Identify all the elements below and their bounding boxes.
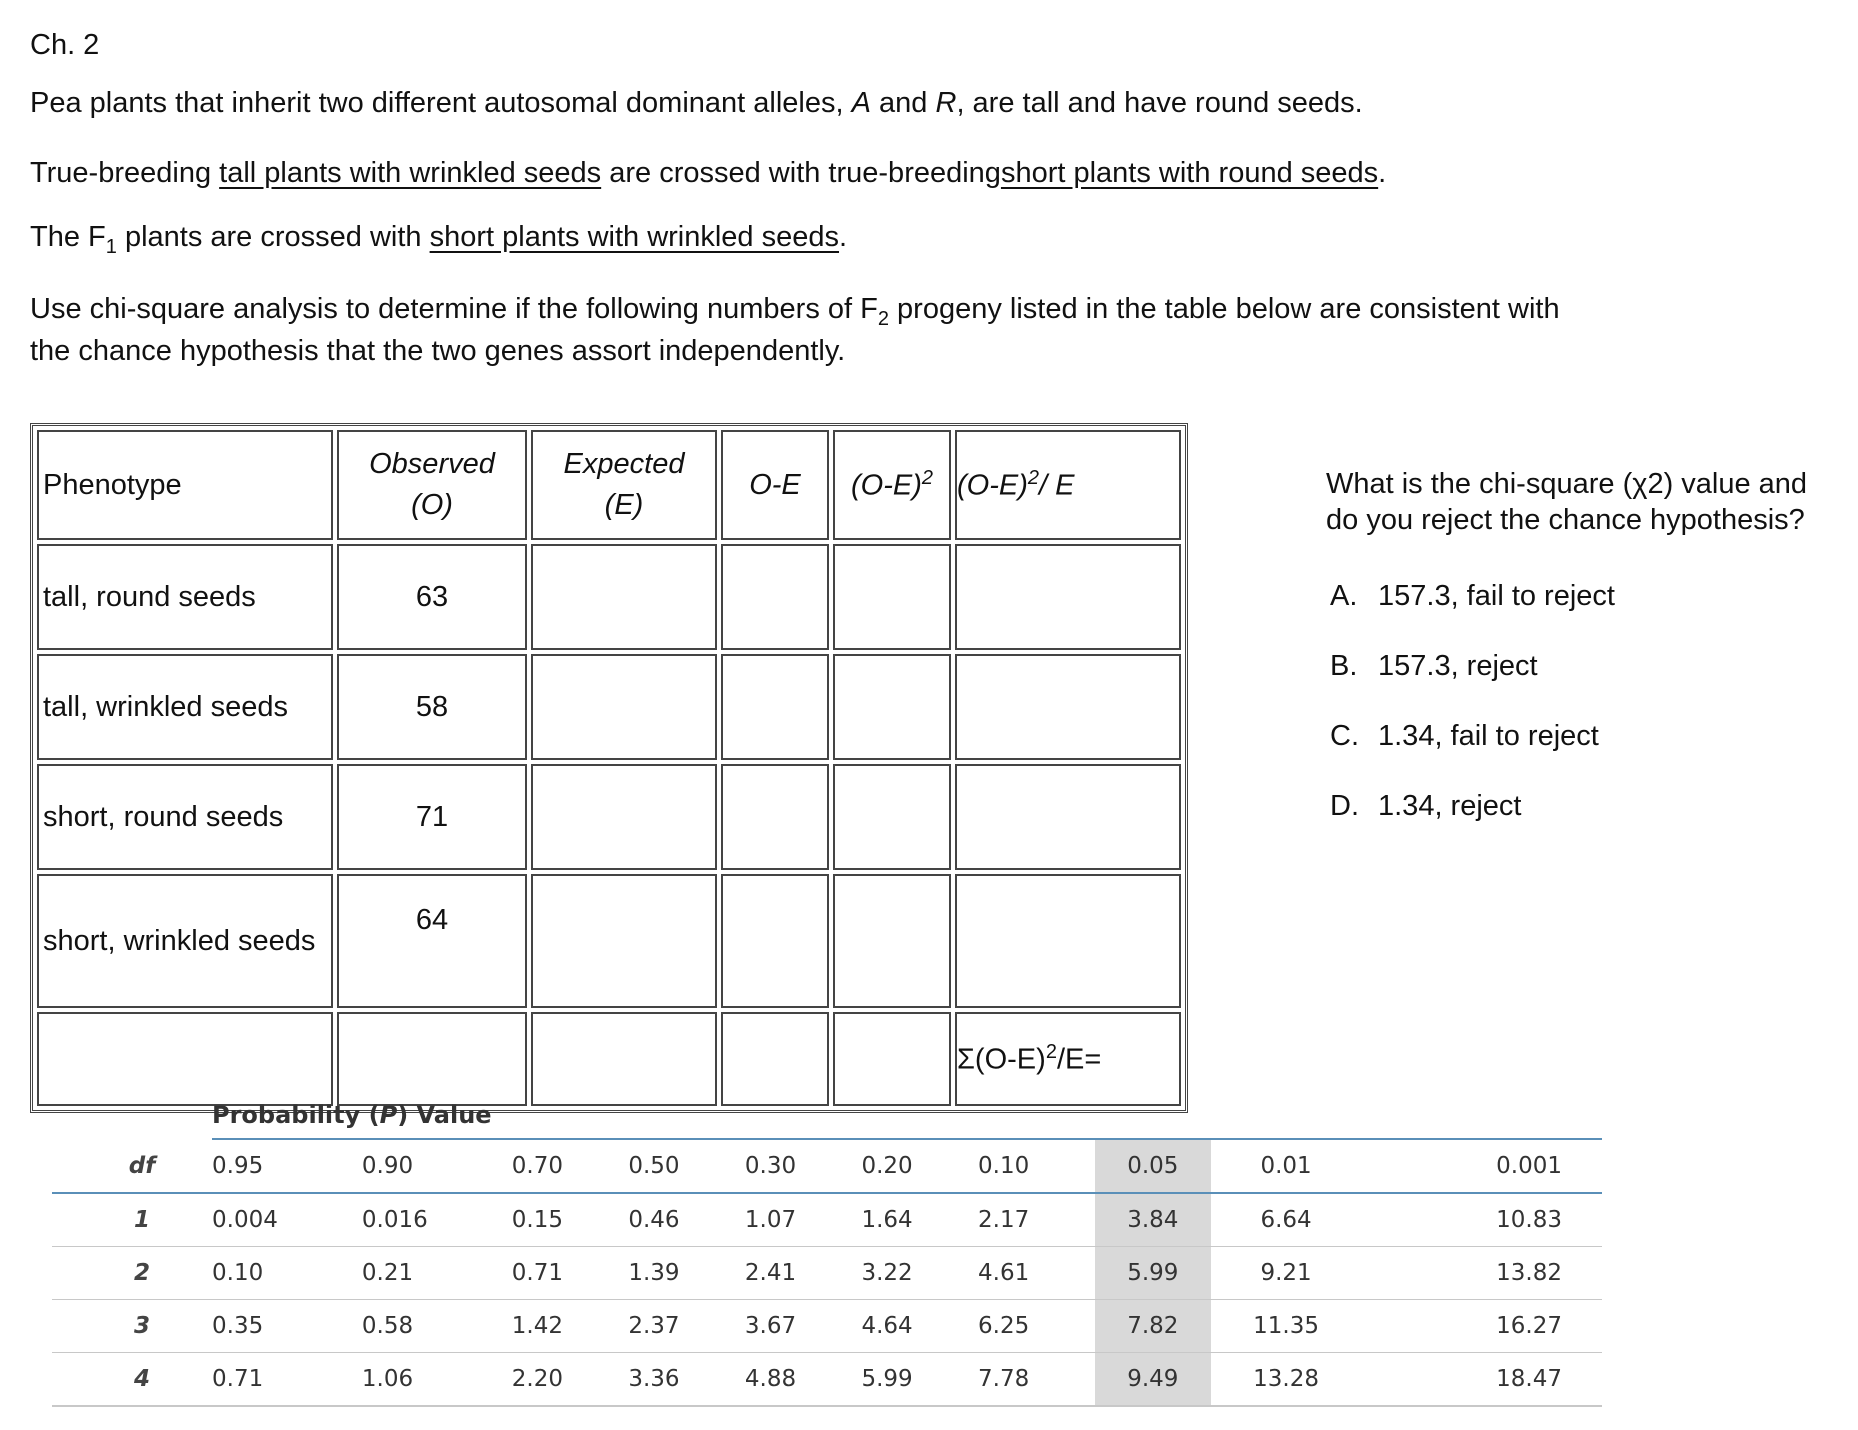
table-row [37,654,1181,760]
intro-line-2-end: . [1378,157,1387,189]
critical-value-cell: 16.27 [1361,1300,1602,1353]
sum-sup: 2 [1045,1041,1057,1064]
df-cell: 1 [52,1193,212,1247]
p-value-header-row [52,1139,1602,1193]
table-row [37,874,1181,1008]
p-value-header: 0.10 [978,1139,1095,1193]
critical-value-cell: 0.004 [212,1193,362,1247]
expected-cell[interactable] [531,874,717,1008]
header-observed-label: Observed [369,448,495,480]
p-value-header: 0.30 [745,1139,862,1193]
critical-value-cell-highlighted: 5.99 [1095,1247,1212,1300]
intro-line-3-end: . [839,221,848,253]
chi-term-cell[interactable] [955,874,1181,1008]
intro-line-5: the chance hypothesis that the two genes assort independently. [30,335,846,367]
question-line-1: What is the chi-square (χ2) value and [1326,468,1808,500]
critical-value-cell: 9.21 [1211,1247,1361,1300]
p-value-header: 0.01 [1211,1139,1361,1193]
sum-tail: /E= [1056,1043,1102,1076]
p-value-header: 0.90 [362,1139,512,1193]
expected-cell[interactable] [531,654,717,760]
header-o-minus-e: O-E [721,430,829,540]
phenotype-cell: short, round seeds [37,764,333,870]
chi-term-cell[interactable] [955,544,1181,650]
critical-value-cell: 5.99 [861,1353,978,1407]
intro-line-4-end: progeny listed in the table below are consistent with [897,293,1560,325]
p-value-header: 0.95 [212,1139,362,1193]
intro-line-3-text: The F [30,221,106,253]
critical-value-cell: 6.64 [1211,1193,1361,1247]
option-a[interactable] [1330,580,1615,613]
probability-title-b: ) Value [397,1101,492,1129]
critical-value-cell: 13.82 [1361,1247,1602,1300]
critical-value-cell: 0.21 [362,1247,512,1300]
p-value-header-highlighted: 0.05 [1095,1139,1212,1193]
probability-title [212,1092,1602,1139]
table-row [37,764,1181,870]
intro-line-2 [30,156,1386,191]
intro-line-4-text: Use chi-square analysis to determine if the following numbers of F [30,293,878,325]
critical-value-cell: 6.25 [978,1300,1095,1353]
o-minus-e-squared-cell[interactable] [833,764,951,870]
sum-base: Σ(O-E) [957,1043,1046,1076]
option-letter: D. [1330,790,1359,822]
critical-value-cell: 1.64 [861,1193,978,1247]
underlined-short-wrinkled: short plants with wrinkled seeds [429,221,840,253]
option-d[interactable] [1330,790,1521,823]
phenotype-cell: tall, wrinkled seeds [37,654,333,760]
p-value-header: 0.70 [512,1139,629,1193]
option-b[interactable] [1330,650,1538,683]
probability-title-row [52,1092,1602,1139]
o-minus-e-cell[interactable] [721,764,829,870]
critical-value-cell: 2.41 [745,1247,862,1300]
critical-value-cell: 0.71 [212,1353,362,1407]
critical-value-cell-highlighted: 3.84 [1095,1193,1212,1247]
f2-subscript: 2 [877,307,889,330]
critical-value-cell: 4.88 [745,1353,862,1407]
observed-cell: 71 [337,764,527,870]
critical-value-cell: 3.22 [861,1247,978,1300]
header-oe2-sup: 2 [921,467,933,490]
critical-value-cell: 0.15 [512,1193,629,1247]
chi-term-cell[interactable] [955,654,1181,760]
critical-value-cell: 3.67 [745,1300,862,1353]
p-value-header: 0.20 [861,1139,978,1193]
phenotype-cell: tall, round seeds [37,544,333,650]
critical-value-cell: 4.61 [978,1247,1095,1300]
table-row [52,1247,1602,1300]
chi-term-cell[interactable] [955,764,1181,870]
critical-value-cell-highlighted: 9.49 [1095,1353,1212,1407]
f1-subscript: 1 [105,235,117,258]
p-value-header: 0.001 [1361,1139,1602,1193]
probability-table [52,1092,1602,1407]
chi-square-table [30,423,1188,1113]
header-chi-sup: 2 [1027,467,1039,490]
p-value-header: 0.50 [628,1139,745,1193]
table-row [37,544,1181,650]
critical-value-cell: 1.07 [745,1193,862,1247]
question-line-2: do you reject the chance hypothesis? [1326,504,1805,536]
header-oe2-base: (O-E) [851,469,922,502]
critical-value-cell: 0.46 [628,1193,745,1247]
critical-value-cell: 2.37 [628,1300,745,1353]
option-letter: C. [1330,720,1359,752]
critical-value-cell: 0.71 [512,1247,629,1300]
probability-title-p: P [379,1101,398,1129]
observed-cell: 64 [337,874,527,1008]
critical-value-cell: 10.83 [1361,1193,1602,1247]
critical-value-cell: 11.35 [1211,1300,1361,1353]
o-minus-e-cell[interactable] [721,874,829,1008]
underlined-short-round: short plants with round seeds [1000,157,1379,189]
probability-title-a: Probability ( [212,1101,380,1129]
observed-cell: 63 [337,544,527,650]
option-c[interactable] [1330,720,1599,753]
observed-cell: 58 [337,654,527,760]
o-minus-e-cell[interactable] [721,544,829,650]
critical-value-cell: 1.06 [362,1353,512,1407]
intro-line-2-text: True-breeding [30,157,212,189]
intro-line-1-and: and [879,87,928,119]
underlined-tall-wrinkled: tall plants with wrinkled seeds [219,157,602,189]
option-text: 157.3, reject [1378,650,1538,682]
header-expected-label: Expected [563,448,685,480]
critical-value-cell: 0.35 [212,1300,362,1353]
intro-line-4 [30,292,1560,331]
critical-value-cell: 0.58 [362,1300,512,1353]
o-minus-e-cell[interactable] [721,654,829,760]
critical-value-cell: 2.20 [512,1353,629,1407]
option-text: 1.34, fail to reject [1378,720,1599,752]
option-text: 157.3, fail to reject [1378,580,1615,612]
critical-value-cell: 2.17 [978,1193,1095,1247]
table-row [52,1300,1602,1353]
option-letter: A. [1330,580,1358,612]
intro-line-2-mid: are crossed with true-breeding [609,157,1001,189]
header-chi-term [955,430,1181,540]
chapter-label: Ch. 2 [30,29,100,61]
table-row [52,1193,1602,1247]
option-text: 1.34, reject [1378,790,1522,822]
expected-cell[interactable] [531,764,717,870]
header-chi-tail: / E [1039,469,1075,502]
intro-line-1-text: Pea plants that inherit two different autosomal dominant alleles, [30,87,844,119]
intro-line-3 [30,220,847,259]
critical-value-cell: 18.47 [1361,1353,1602,1407]
intro-line-1 [30,86,1363,121]
intro-line-1-end: , are tall and have round seeds. [956,87,1363,119]
title-spacer [52,1092,212,1139]
o-minus-e-squared-cell[interactable] [833,874,951,1008]
table-row [52,1353,1602,1407]
question-prompt [1326,466,1846,538]
header-observed-symbol: (O) [411,489,453,521]
critical-value-cell: 13.28 [1211,1353,1361,1407]
header-o-minus-e-squared [833,430,951,540]
header-chi-base: (O-E) [957,469,1028,502]
df-cell: 2 [52,1247,212,1300]
phenotype-cell: short, wrinkled seeds [37,874,333,1008]
critical-value-cell-highlighted: 7.82 [1095,1300,1212,1353]
header-expected [531,430,717,540]
header-expected-symbol: (E) [604,489,644,521]
o-minus-e-squared-cell[interactable] [833,654,951,760]
df-cell: 3 [52,1300,212,1353]
df-cell: 4 [52,1353,212,1407]
df-header: df [52,1139,212,1193]
allele-r: R [935,87,957,119]
critical-value-cell: 1.42 [512,1300,629,1353]
header-phenotype: Phenotype [37,430,333,540]
table-header-row [37,430,1181,540]
critical-value-cell: 3.36 [628,1353,745,1407]
critical-value-cell: 0.016 [362,1193,512,1247]
critical-value-cell: 4.64 [861,1300,978,1353]
critical-value-cell: 7.78 [978,1353,1095,1407]
allele-a: A [851,87,871,119]
intro-line-3-mid: plants are crossed with [124,221,422,253]
expected-cell[interactable] [531,544,717,650]
option-letter: B. [1330,650,1358,682]
critical-value-cell: 1.39 [628,1247,745,1300]
o-minus-e-squared-cell[interactable] [833,544,951,650]
header-observed [337,430,527,540]
critical-value-cell: 0.10 [212,1247,362,1300]
